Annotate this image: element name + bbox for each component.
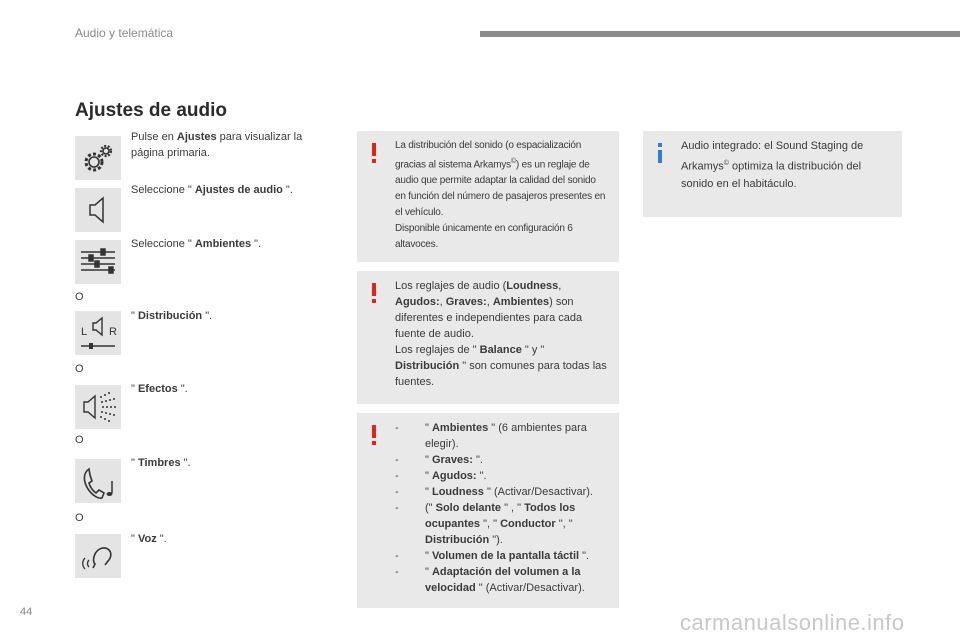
svg-text:L: L: [81, 326, 88, 338]
step-timbres: " Timbres ".: [131, 457, 191, 469]
watermark: carmanualsonline.info: [680, 610, 905, 635]
list-item: - " Adaptación del volumen a la velocidad " (Activar/Desactivar).: [395, 566, 585, 594]
speaker-icon: [75, 188, 121, 232]
or-label: O: [75, 291, 84, 303]
or-label: O: [75, 512, 84, 524]
step-audio-settings: Seleccione " Ajustes de audio ".: [131, 184, 293, 196]
warning-note-distribution: [357, 131, 619, 262]
list-item: - " Ambientes " (6 ambientes para elegir).: [395, 422, 587, 450]
warning-note-list: [357, 413, 619, 608]
settings-gear-icon: [75, 136, 121, 180]
warning-exclamation-icon: [371, 283, 377, 303]
equalizer-icon: [75, 240, 121, 284]
step-voz: " Voz ".: [131, 533, 167, 545]
speaker-balance-icon: [75, 311, 121, 355]
page-number: 44: [20, 606, 33, 618]
list-item: - (" Solo delante " , " Todos los ocupantes ", " Conductor ", " Distribución ").: [395, 502, 576, 546]
header-divider: [480, 31, 960, 37]
list-item: - " Volumen de la pantalla táctil ".: [395, 550, 590, 562]
step-settings: Pulse en Ajustes para visualizar la página primaria.: [131, 131, 303, 159]
section-title: Audio y telemática: [75, 26, 174, 40]
warning-note-settings: [357, 271, 619, 404]
note-text: Los reglajes de audio (Loudness, Agudos:, Graves:, Ambientes) son diferentes e independientes para cada fuente de audio. Los reglajes de " Balance " y " Distribución " son comunes para todas las fuentes.: [395, 280, 607, 388]
step-ambientes: Seleccione " Ambientes ".: [131, 238, 262, 250]
info-icon: [657, 143, 663, 163]
warning-exclamation-icon: [371, 425, 377, 445]
settings-list: [395, 420, 609, 596]
step-distribucion: " Distribución ".: [131, 310, 213, 322]
list-item: - " Loudness " (Activar/Desactivar).: [395, 486, 593, 498]
svg-text:R: R: [109, 326, 117, 338]
speaker-effects-icon: [75, 385, 121, 429]
list-item: - " Graves: ".: [395, 454, 483, 466]
page-title: Ajustes de audio: [75, 100, 228, 121]
warning-exclamation-icon: [371, 143, 377, 163]
note-text: Audio integrado: el Sound Staging de Arkamys© optimiza la distribución del sonido en el habitáculo.: [681, 140, 864, 190]
step-efectos: " Efectos ".: [131, 383, 188, 395]
info-note-arkamys: [643, 131, 902, 217]
or-label: O: [75, 434, 84, 446]
list-item: - " Agudos: ".: [395, 470, 487, 482]
or-label: O: [75, 363, 84, 375]
voice-icon: [75, 534, 121, 578]
note-text: La distribución del sonido (o espacialización gracias al sistema Arkamys©) es un reglaje de audio que permite adaptar la calidad del sonido en función del número de pasajeros presentes en el vehículo. Disponible únicamente en configuración 6 altavoces.: [395, 140, 606, 251]
phone-ringtone-icon: [75, 459, 121, 503]
